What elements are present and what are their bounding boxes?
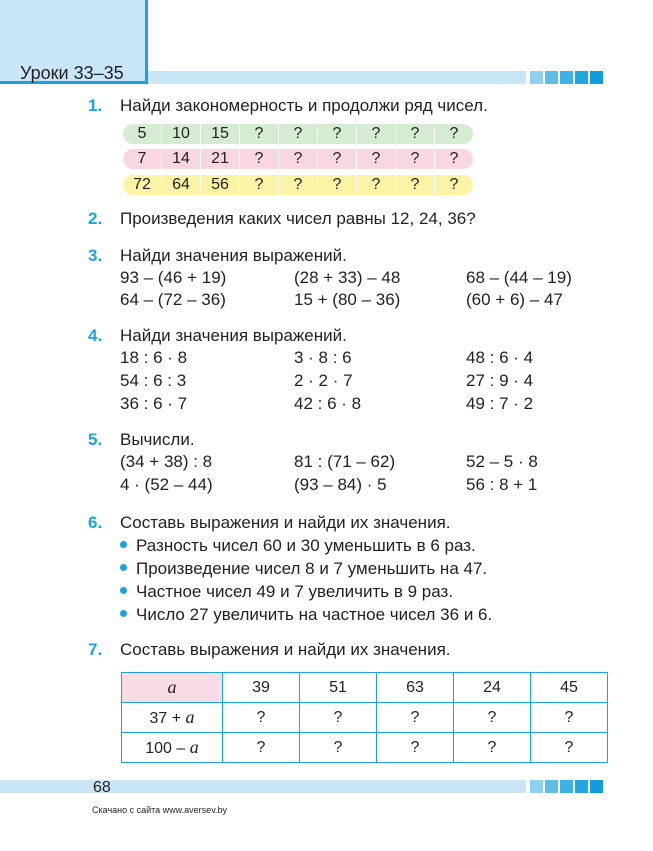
row-cell: 14: [162, 149, 201, 169]
task-title: Произведения каких чисел равны 12, 24, 36?: [120, 209, 476, 228]
row-cell: ?: [318, 124, 357, 144]
table-cell: ?: [223, 703, 300, 733]
row-cell: ?: [279, 124, 318, 144]
decor-square: [560, 780, 573, 793]
task-number: 6.: [88, 513, 103, 532]
row-cell: 56: [201, 175, 240, 195]
number-row-green: [123, 124, 473, 144]
variable-a: a: [185, 707, 195, 727]
bullet-icon: [120, 610, 127, 617]
variable-a: a: [189, 737, 199, 757]
table-cell: ?: [300, 703, 377, 733]
expression-prefix: 37 +: [149, 710, 186, 727]
row-cell: 21: [201, 149, 240, 169]
list-item-text: Частное чисел 49 и 7 увеличить в 9 раз.: [136, 582, 454, 601]
decor-square: [545, 780, 558, 793]
number-row-pink: [123, 149, 473, 169]
row-cell: 5: [123, 124, 162, 144]
task-title: Найди значения выражений.: [120, 326, 347, 345]
expression: 54 : 6 : 3: [120, 371, 187, 390]
expression: 64 – (72 – 36): [120, 290, 226, 309]
page-number: 68: [93, 779, 111, 796]
task-title: Найди значения выражений.: [120, 246, 347, 265]
task-title: Вычисли.: [120, 430, 195, 449]
decor-square: [545, 71, 558, 84]
row-cell: ?: [357, 124, 396, 144]
decor-square: [590, 71, 603, 84]
table-value-cell: 63: [377, 673, 454, 703]
task-title: Составь выражения и найди их значения.: [120, 640, 451, 659]
expression: 2 · 2 · 7: [294, 371, 353, 390]
bullet-icon: [120, 541, 127, 548]
expression: 18 : 6 · 8: [120, 348, 188, 367]
expression: 3 · 8 : 6: [294, 348, 352, 367]
row-cell: 10: [162, 124, 201, 144]
table-row-label: [122, 733, 223, 763]
list-item-text: Разность чисел 60 и 30 уменьшить в 6 раз.: [136, 536, 476, 555]
values-table: [121, 672, 608, 763]
row-cell: ?: [279, 175, 318, 195]
expression: 27 : 9 · 4: [466, 371, 534, 390]
list-item-text: Число 27 увеличить на частное чисел 36 и 6.: [136, 605, 493, 624]
expression: (93 – 84) · 5: [294, 475, 387, 494]
list-item: [120, 559, 487, 579]
row-cell: ?: [240, 124, 279, 144]
decor-square: [575, 780, 588, 793]
expression: 36 : 6 · 7: [120, 394, 188, 413]
list-item: [120, 536, 476, 556]
task-number: 7.: [88, 640, 103, 659]
task-number: 1.: [88, 96, 103, 115]
decor-square: [575, 71, 588, 84]
task-number: 5.: [88, 430, 103, 449]
lesson-title: Уроки 33–35: [20, 63, 124, 83]
table-cell: ?: [454, 733, 531, 763]
table-cell: ?: [454, 703, 531, 733]
expression: 42 : 6 · 8: [294, 394, 362, 413]
table-header-cell: [122, 673, 223, 703]
expression: 49 : 7 · 2: [466, 394, 534, 413]
table-cell: ?: [377, 733, 454, 763]
table-value-cell: 24: [454, 673, 531, 703]
top-decorative-stripe: [148, 71, 526, 84]
expression-prefix: 100 –: [145, 740, 190, 757]
row-cell: ?: [357, 149, 396, 169]
row-cell: 15: [201, 124, 240, 144]
task-title: Составь выражения и найди их значения.: [120, 513, 451, 532]
row-cell: ?: [449, 176, 459, 193]
list-item-text: Произведение чисел 8 и 7 уменьшить на 47.: [136, 559, 488, 578]
decor-square: [590, 780, 603, 793]
row-cell: ?: [318, 175, 357, 195]
expression: (28 + 33) – 48: [294, 268, 401, 287]
row-cell: ?: [240, 175, 279, 195]
row-cell: ?: [318, 149, 357, 169]
table-row: [122, 733, 608, 763]
table-row: [122, 673, 608, 703]
row-cell: ?: [240, 149, 279, 169]
task-number: 2.: [88, 209, 103, 228]
bullet-icon: [120, 587, 127, 594]
expression: 81 : (71 – 62): [294, 452, 396, 471]
table-cell: ?: [531, 703, 608, 733]
bullet-icon: [120, 564, 127, 571]
decor-square: [530, 71, 543, 84]
table-value-cell: 51: [300, 673, 377, 703]
expression: 4 · (52 – 44): [120, 475, 213, 494]
task-number: 3.: [88, 246, 103, 265]
expression: 68 – (44 – 19): [466, 268, 572, 287]
row-cell: ?: [357, 175, 396, 195]
row-cell: 72: [123, 175, 162, 195]
table-cell: ?: [377, 703, 454, 733]
variable-a: a: [167, 677, 177, 697]
table-row-label: [122, 703, 223, 733]
row-cell: ?: [279, 149, 318, 169]
row-cell: ?: [449, 125, 459, 142]
number-row-yellow: [123, 175, 473, 195]
row-cell: ?: [396, 175, 435, 195]
row-cell: ?: [396, 124, 435, 144]
table-value-cell: 39: [223, 673, 300, 703]
table-cell: ?: [223, 733, 300, 763]
decor-square: [530, 780, 543, 793]
expression: 48 : 6 · 4: [466, 348, 534, 367]
list-item: [120, 605, 492, 625]
bottom-decorative-stripe: [0, 780, 526, 793]
expression: 93 – (46 + 19): [120, 268, 227, 287]
task-title: Найди закономерность и продолжи ряд чисел.: [120, 96, 488, 115]
row-cell: ?: [396, 149, 435, 169]
expression: 15 + (80 – 36): [294, 290, 401, 309]
table-cell: ?: [300, 733, 377, 763]
expression: 52 – 5 · 8: [466, 452, 538, 471]
table-cell: ?: [531, 733, 608, 763]
table-value-cell: 45: [531, 673, 608, 703]
table-row: [122, 703, 608, 733]
decor-square: [560, 71, 573, 84]
expression: (34 + 38) : 8: [120, 452, 213, 471]
expression: 56 : 8 + 1: [466, 475, 538, 494]
row-cell: ?: [449, 150, 459, 167]
task-number: 4.: [88, 326, 103, 345]
row-cell: 64: [162, 175, 201, 195]
row-cell: 7: [123, 149, 162, 169]
footer-source: Скачано с сайта www.aversev.by: [92, 805, 228, 815]
list-item: [120, 582, 453, 602]
expression: (60 + 6) – 47: [466, 290, 563, 309]
